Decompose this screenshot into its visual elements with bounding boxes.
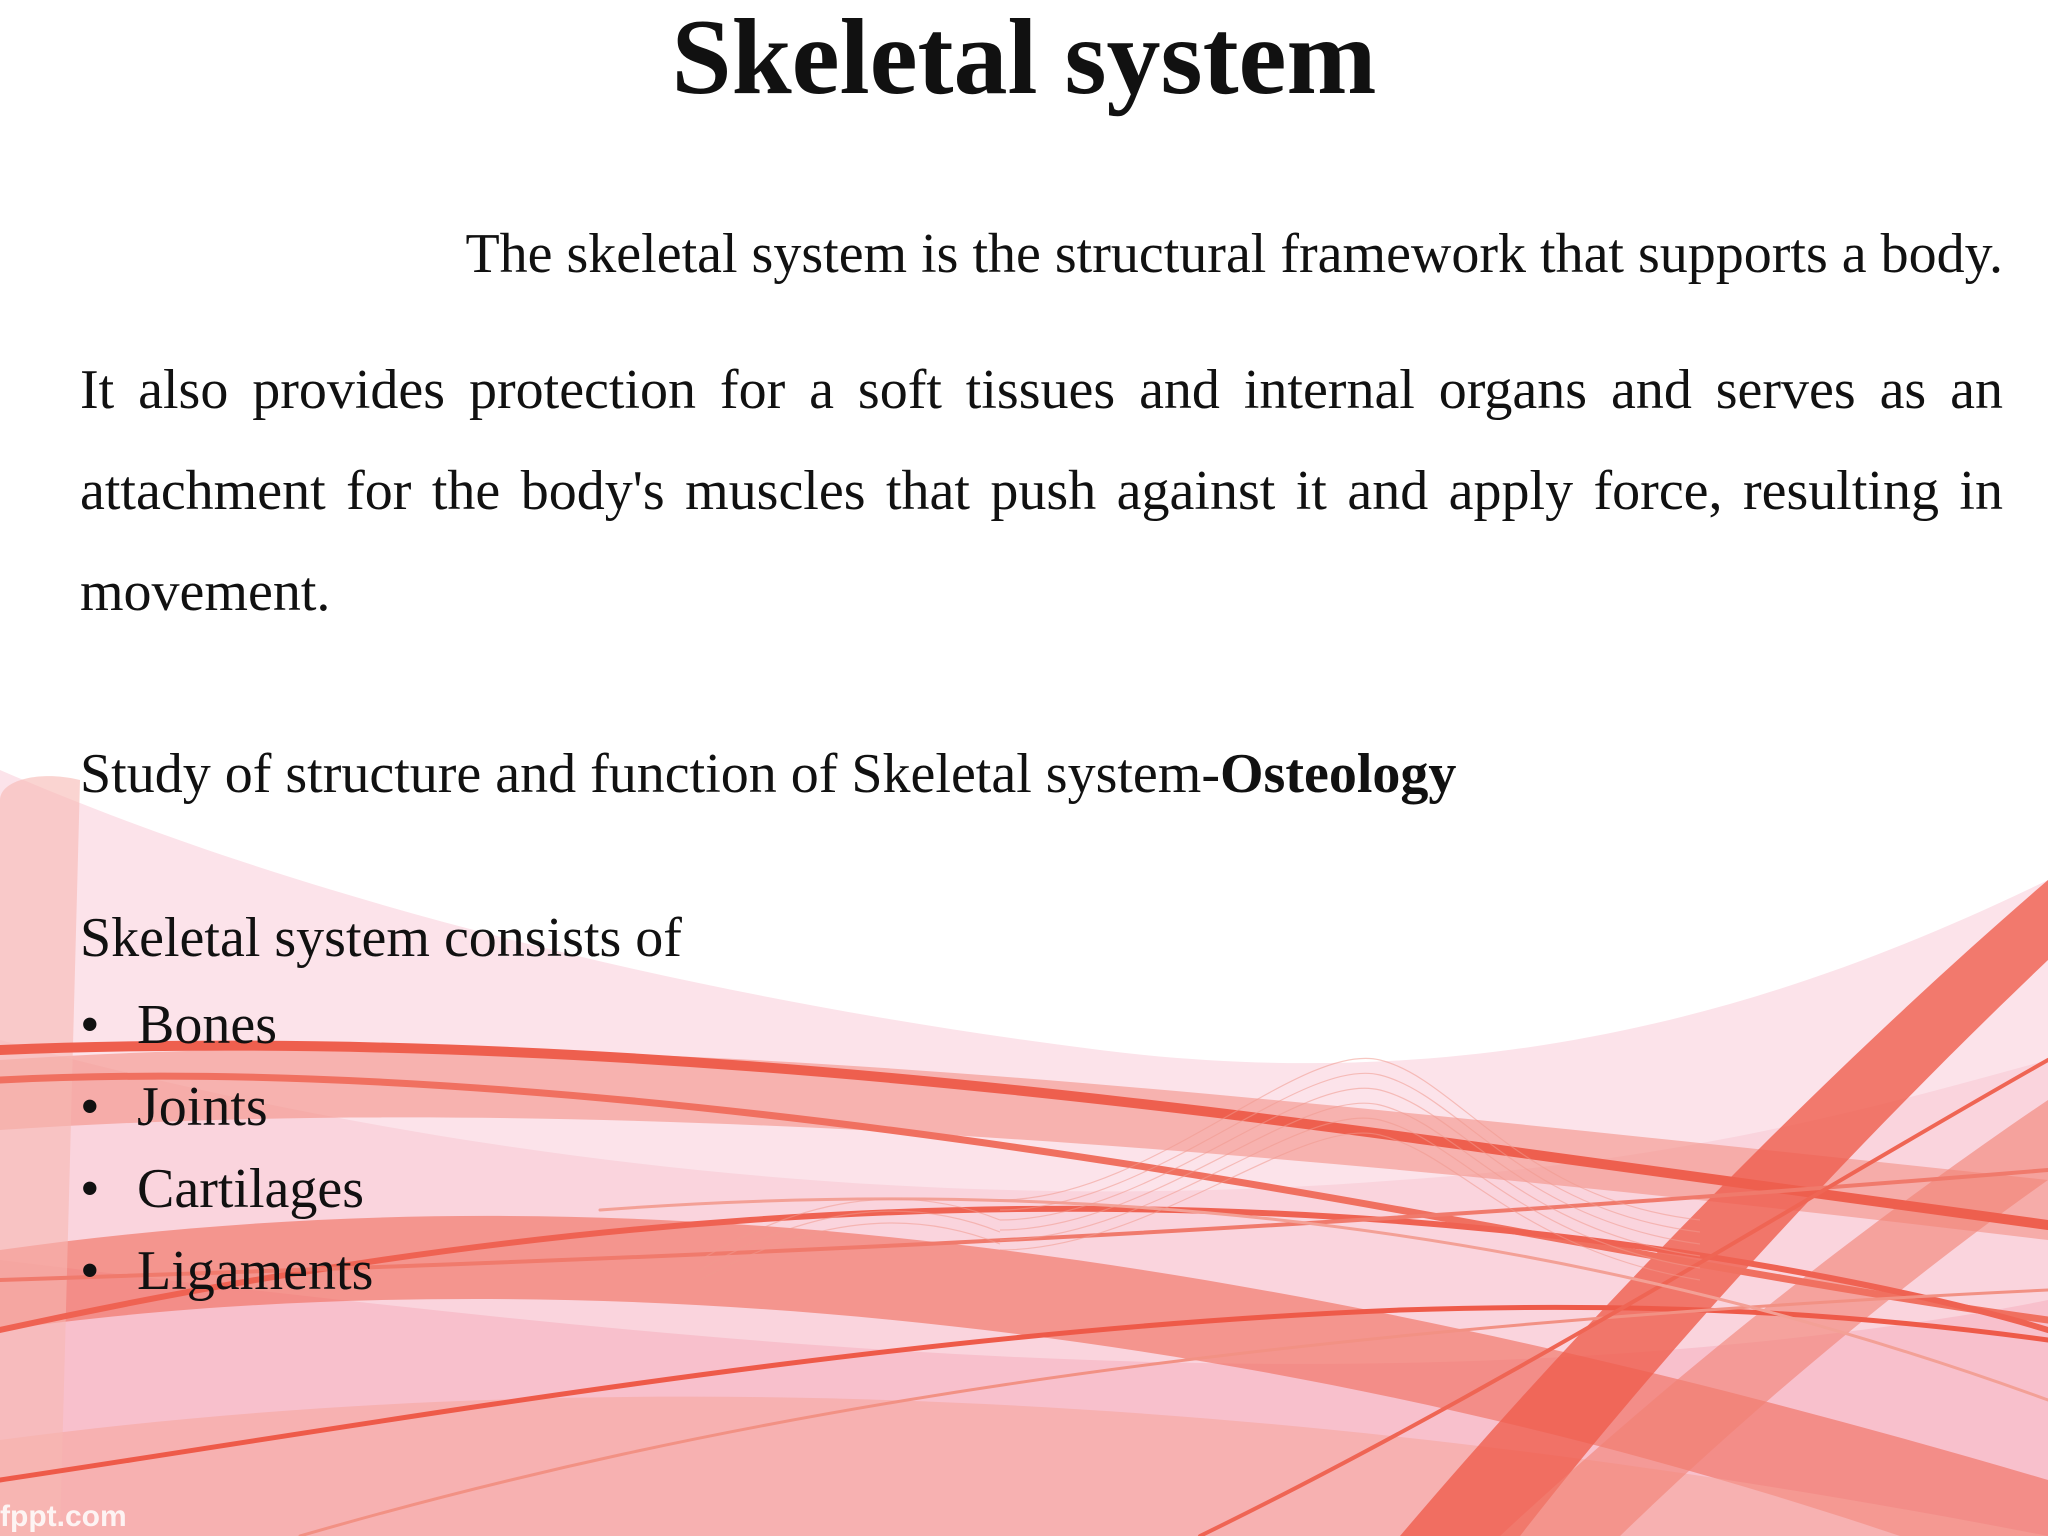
osteology-term: Osteology [1220,743,1457,805]
list-item-label: Cartilages [137,1158,365,1220]
study-definition [80,738,2003,810]
study-prefix: Study of structure and function of Skeletal system- [80,743,1220,805]
list-item [80,984,373,1066]
list-item [80,1066,373,1148]
watermark-text: fppt.com [0,1500,127,1533]
list-item [80,1148,373,1230]
bullet-icon: • [80,994,100,1056]
list-item-label: Ligaments [137,1240,374,1302]
bullet-icon: • [80,1076,100,1138]
bullet-icon: • [80,1158,100,1220]
bullet-icon: • [80,1240,100,1302]
slide-title: Skeletal system [671,0,1377,117]
list-item [80,1230,373,1312]
list-item-label: Bones [137,994,277,1056]
list-item-label: Joints [137,1076,268,1138]
consists-heading: Skeletal system consists of [80,907,682,969]
body-paragraph: It also provides protection for a soft tissues and internal organs and serves as an attachment for the body's muscles that push against it and apply force, resulting in movement. [80,359,2003,623]
components-list [80,984,373,1312]
intro-sentence: The skeletal system is the structural framework that supports a body. [465,223,2003,285]
